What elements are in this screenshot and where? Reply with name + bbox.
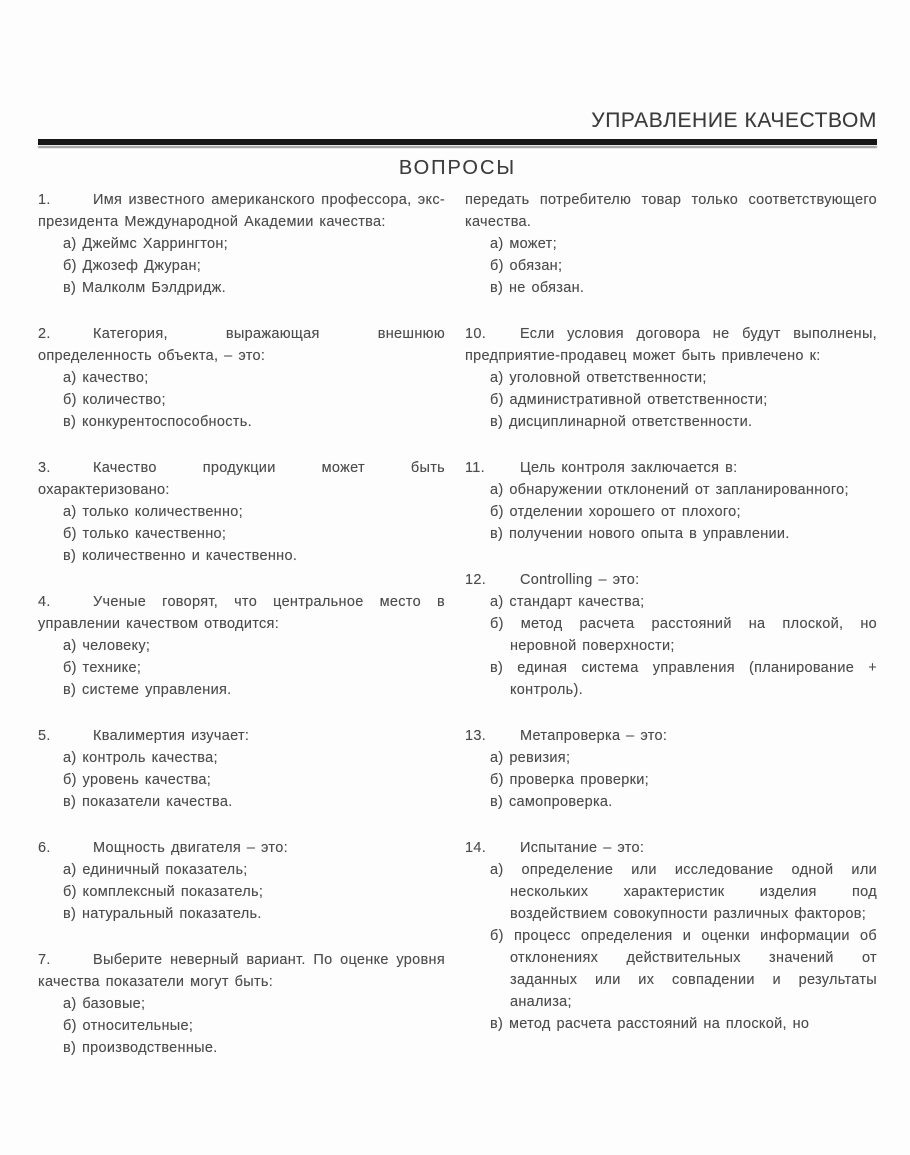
question-paragraph — [465, 457, 877, 479]
question-block-2 — [38, 323, 445, 433]
question-block-13 — [465, 725, 877, 813]
option-line: б) комплексный показатель; — [63, 884, 264, 900]
question-block-10 — [465, 323, 877, 433]
option-line: в) самопроверка. — [490, 794, 613, 810]
option-line: а) базовые; — [63, 996, 146, 1012]
question-paragraph — [38, 837, 445, 859]
question-number: 12. — [465, 572, 487, 588]
option-line: в) натуральный показатель. — [63, 906, 262, 922]
two-column-body — [38, 189, 877, 1066]
option-line: б) проверка проверки; — [490, 772, 649, 788]
question-number: 6. — [38, 840, 51, 856]
question-text: Controlling – это: — [520, 572, 640, 588]
question-number: 7. — [38, 952, 51, 968]
option-line: б) отделении хорошего от плохого; — [490, 504, 741, 520]
question-text: Выберите неверный вариант. По оценке уровня качества показатели могут быть: — [38, 952, 445, 990]
option-line: б) технике; — [63, 660, 142, 676]
option-line: б) обязан; — [490, 258, 563, 274]
header-divider-rule — [38, 139, 877, 145]
option-line: в) количественно и качественно. — [63, 548, 298, 564]
question-block-1 — [38, 189, 445, 299]
question-block-6 — [38, 837, 445, 925]
option-line: в) метод расчета расстояний на плоской, но — [490, 1016, 810, 1032]
question-paragraph — [38, 591, 445, 635]
option-line: а) может; — [490, 236, 557, 252]
question-block-9-continuation — [465, 189, 877, 299]
question-paragraph — [38, 949, 445, 993]
option-line: б) метод расчета расстояний на плоской, но неровной поверхности; — [490, 616, 877, 654]
question-text: Цель контроля заключается в: — [520, 460, 738, 476]
question-paragraph — [465, 323, 877, 367]
option-line: в) системе управления. — [63, 682, 232, 698]
question-number: 1. — [38, 192, 51, 208]
option-line: а) контроль качества; — [63, 750, 218, 766]
option-line: а) обнаружении отклонений от запланированного; — [490, 482, 849, 498]
option-line: в) не обязан. — [490, 280, 585, 296]
question-number: 13. — [465, 728, 487, 744]
question-block-4 — [38, 591, 445, 701]
option-line: б) Джозеф Джуран; — [63, 258, 202, 274]
question-text: Квалимертия изучает: — [93, 728, 250, 744]
option-line: в) дисциплинарной ответственности. — [490, 414, 753, 430]
question-block-5 — [38, 725, 445, 813]
question-text: Категория, выражающая внешнюю определенность объекта, – это: — [38, 326, 445, 364]
option-line: б) количество; — [63, 392, 166, 408]
column-left — [38, 189, 445, 1066]
question-paragraph — [38, 725, 445, 747]
question-continuation-text: передать потребителю товар только соответствующего качества. — [465, 192, 877, 230]
column-right — [465, 189, 877, 1066]
option-line: а) единичный показатель; — [63, 862, 248, 878]
question-number: 5. — [38, 728, 51, 744]
option-line: а) определение или исследование одной или нескольких характеристик изделия под воздействием совокупности различных факторов; — [490, 862, 877, 922]
option-line: в) конкурентоспособность. — [63, 414, 252, 430]
option-line: в) производственные. — [63, 1040, 218, 1056]
option-line: б) относительные; — [63, 1018, 194, 1034]
question-number: 11. — [465, 460, 485, 476]
question-paragraph — [38, 189, 445, 233]
question-text: Если условия договора не будут выполнены, предприятие-продавец может быть привлечено к: — [465, 326, 877, 364]
question-paragraph — [38, 457, 445, 501]
question-block-12 — [465, 569, 877, 701]
question-paragraph — [38, 323, 445, 367]
option-line: б) административной ответственности; — [490, 392, 768, 408]
question-block-14 — [465, 837, 877, 1035]
option-line: а) уголовной ответственности; — [490, 370, 707, 386]
option-line: а) только количественно; — [63, 504, 243, 520]
option-line: а) Джеймс Харрингтон; — [63, 236, 228, 252]
option-line: а) человеку; — [63, 638, 151, 654]
option-line: в) единая система управления (планирование + контроль). — [490, 660, 877, 698]
question-text: Качество продукции может быть охарактеризовано: — [38, 460, 445, 498]
question-number: 3. — [38, 460, 51, 476]
option-line: в) Малколм Бэлдридж. — [63, 280, 226, 296]
question-paragraph — [465, 725, 877, 747]
question-number: 2. — [38, 326, 51, 342]
question-text: Мощность двигателя – это: — [93, 840, 288, 856]
question-block-3 — [38, 457, 445, 567]
page-header-title: УПРАВЛЕНИЕ КАЧЕСТВОМ — [591, 109, 877, 132]
question-block-11 — [465, 457, 877, 545]
question-text: Метапроверка – это: — [520, 728, 668, 744]
question-block-7 — [38, 949, 445, 1059]
option-line: в) показатели качества. — [63, 794, 233, 810]
question-paragraph — [465, 569, 877, 591]
option-line: б) уровень качества; — [63, 772, 212, 788]
question-text: Ученые говорят, что центральное место в управлении качеством отводится: — [38, 594, 445, 632]
section-title: ВОПРОСЫ — [398, 157, 517, 179]
question-number: 4. — [38, 594, 51, 610]
option-line: в) получении нового опыта в управлении. — [490, 526, 790, 542]
option-line: а) качество; — [63, 370, 149, 386]
question-paragraph — [465, 837, 877, 859]
option-line: а) стандарт качества; — [490, 594, 645, 610]
option-line: б) процесс определения и оценки информации об отклонениях действительных значений от заданных или их совпадении и результаты анализа; — [490, 928, 877, 1010]
question-text: Имя известного американского профессора, экс-президента Международной Академии качества: — [38, 192, 445, 230]
question-text: Испытание – это: — [520, 840, 645, 856]
option-line: а) ревизия; — [490, 750, 571, 766]
question-number: 10. — [465, 326, 487, 342]
question-number: 14. — [465, 840, 487, 856]
option-line: б) только качественно; — [63, 526, 227, 542]
